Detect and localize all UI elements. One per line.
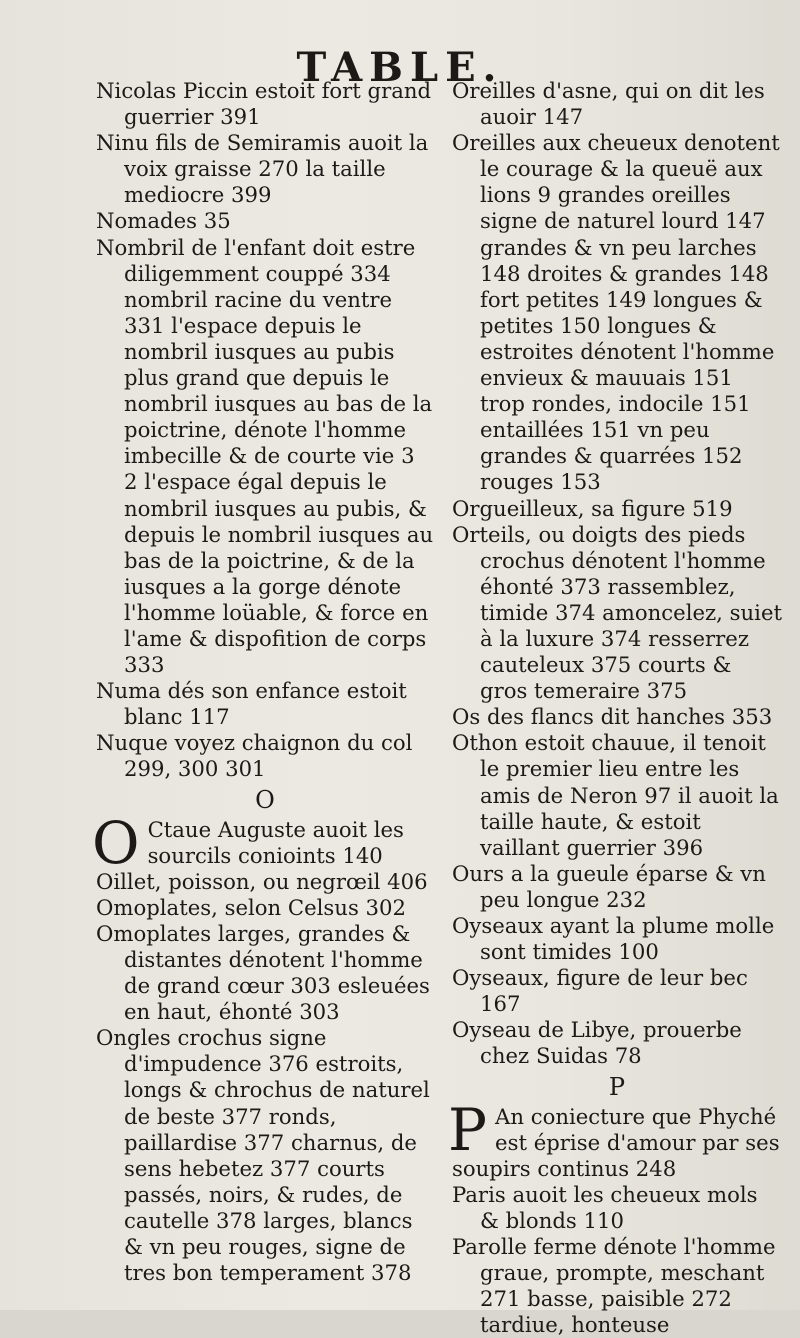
- right-column: [448, 78, 782, 1338]
- index-entry: Oillet, poisson, ou negrœil 406: [96, 868, 428, 894]
- index-entry: Oyseaux, figure de leur bec 167: [452, 965, 748, 1017]
- page-header: TABLE.: [296, 44, 504, 91]
- index-entry: Oreilles d'asne, qui on dit les auoir 147: [452, 78, 765, 130]
- index-entry: Nuque voyez chaignon du col 299, 300 301: [96, 730, 413, 782]
- index-entry: Othon estoit chauue, il tenoit le premier lieu entre les amis de Neron 97 il auoit la taille haute, & estoit vaillant guerrier 396: [452, 730, 779, 860]
- index-entry: Omoplates, selon Celsus 302: [96, 894, 407, 920]
- index-entry: Orgueilleux, sa figure 519: [452, 495, 733, 521]
- index-entry: Oyseaux ayant la plume molle sont timides 100: [452, 913, 775, 965]
- index-entry: Nomades 35: [96, 208, 231, 234]
- section-letter-p: P: [608, 1072, 626, 1101]
- index-entry: Ongles crochus signe d'impudence 376 estroits, longs & chrochus de naturel de beste 377 ronds, paillardise 377 charnus, de sens hebetez 377 courts passés, noirs, & rudes, de cautelle 378 larges, blancs & vn peu rouges, signe de tres bon temperament 378: [96, 1025, 430, 1286]
- index-entry: Omoplates larges, grandes & distantes dénotent l'homme de grand cœur 303 esleuées en haut, éhonté 303: [96, 920, 430, 1025]
- index-entry: Numa dés son enfance estoit blanc 117: [96, 678, 407, 730]
- entry-text: Ctaue Auguste auoit les sourcils conioints 140: [147, 816, 404, 868]
- index-entry: Os des flancs dit hanches 353: [452, 704, 773, 730]
- index-entry: Oyseau de Libye, prouerbe chez Suidas 78: [452, 1017, 742, 1069]
- drop-cap-p: P: [448, 1095, 488, 1164]
- index-entry-first-o: [92, 808, 434, 877]
- index-entry: Orteils, ou doigts des pieds crochus dénotent l'homme éhonté 373 rassemblez, timide 374 amoncelez, suiet à la luxure 374 resserrez cauteleux 375 courts & gros temeraire 375: [452, 521, 782, 704]
- index-entry-first-p: [448, 1095, 782, 1182]
- section-letter-o: O: [255, 785, 275, 814]
- index-entry: Parolle ferme dénote l'homme graue, prompte, meschant 271 basse, paisible 272 tardiue, honteuse: [452, 1234, 776, 1338]
- index-entry: Paris auoit les cheueux mols & blonds 110: [452, 1181, 758, 1233]
- entry-text: An coniecture que Phyché est éprise d'amour par ses soupirs continus 248: [452, 1103, 780, 1181]
- index-entry: Nombril de l'enfant doit estre diligemment couppé 334 nombril racine du ventre 331 l'espace depuis le nombril iusques au pubis plus grand que depuis le nombril iusques au bas de la poictrine, dénote l'homme imbecille & de courte vie 3 2 l'espace égal depuis le nombril iusques au pubis, & depuis le nombril iusques au bas de la poictrine, & de la iusques a la gorge dénote l'homme loüable, & force en l'ame & dispofition de corps 333: [96, 234, 434, 678]
- index-entry: Ninu fils de Semiramis auoit la voix graisse 270 la taille mediocre 399: [96, 130, 429, 208]
- index-entry: Ours a la gueule éparse & vn peu longue 232: [452, 860, 766, 912]
- drop-cap-o: O: [92, 808, 140, 877]
- index-entry: Oreilles aux cheueux denotent le courage & la queuë aux lions 9 grandes oreilles signe de naturel lourd 147 grandes & vn peu larches 148 droites & grandes 148 fort petites 149 longues & petites 150 longues & estroites dénotent l'homme envieux & mauuais 151 trop rondes, indocile 151 entaillées 151 vn peu grandes & quarrées 152 rouges 153: [452, 130, 780, 495]
- index-entry: Nicolas Piccin estoit fort grand guerrier 391: [96, 78, 432, 130]
- left-column: [92, 78, 434, 1286]
